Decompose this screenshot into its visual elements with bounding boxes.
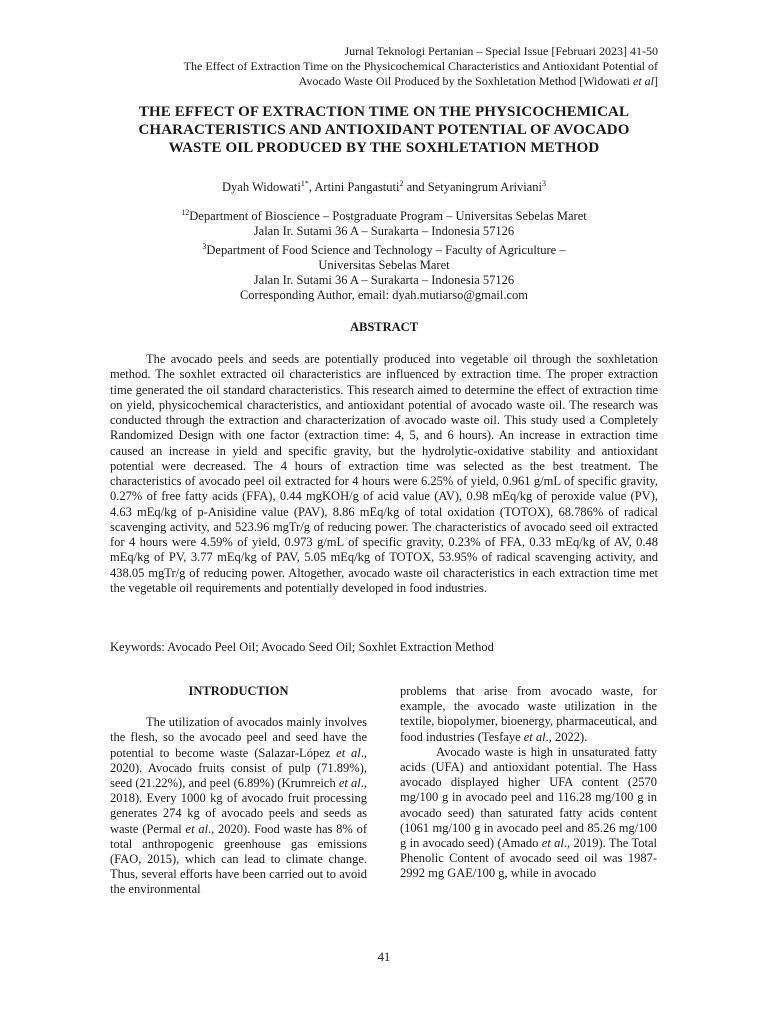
short-title-line-2: Avocado Waste Oil Produced by the Soxhletation Method [Widowati et al] xyxy=(298,74,658,88)
running-head xyxy=(98,44,658,89)
keywords: Keywords: Avocado Peel Oil; Avocado Seed Oil; Soxhlet Extraction Method xyxy=(110,640,494,654)
author-list: Dyah Widowati$^{1*}$, Artini Pangastuti$^2$ and Setyaningrum Ariviani$^3$ xyxy=(222,179,546,195)
affiliations xyxy=(100,205,668,303)
affiliation-2-address: Jalan Ir. Sutami 36 A – Surakarta – Indonesia 57126 xyxy=(253,273,515,288)
journal-citation: Jurnal Teknologi Pertanian – Special Issue [Februari 2023] 41-50 xyxy=(344,44,658,58)
introduction-paragraph-2: Avocado waste is high in unsaturated fatty acids (UFA) and antioxidant potential. The Hass avocado displayed higher UFA content (2570 mg/100 g in avocado peel and 116.28 mg/100 g in avocado seed) than saturated fatty acids content (1061 mg/100 g in avocado peel and 85.26 mg/100 g in avocado seed) (Amado et al., 2019). The Total Phenolic Content of avocado seed oil was 1987-2992 mg GAE/100 g, while in avocado xyxy=(400,744,657,881)
abstract-text: The avocado peels and seeds are potentially produced into vegetable oil through the soxhletation method. The soxhlet extracted oil characteristics are influenced by extraction time. The proper extraction time generated the oil standard characteristics. This research aimed to determine the effect of extraction time on yield, physicochemical characteristics, and antioxidant potential of avocado waste oil. The research was conducted through the extraction and characterization of avocado waste oil. This study used a Completely Randomized Design with one factor (extraction time: 4, 5, and 6 hours). An increase in extraction time caused an increase in yield and specific gravity, but the hydrolytic-oxidative stability and antioxidant potential were decreased. The 4 hours of extraction time was selected as the best treatment. The characteristics of avocado peel oil extracted for 4 hours were 6.25% of yield, 0.961 g/mL of specific gravity, 0.27% of free fatty acids (FFA), 0.44 mgKOH/g of acid value (AV), 0.98 mEq/kg of peroxide value (PV), 4.63 mEq/kg of p-Anisidine value (PAV), 8.86 mEq/kg of total oxidation (TOTOX), 68.786% of radical scavenging activity, and 523.96 mgTr/g of reducing power. The characteristics of avocado seed oil extracted for 4 hours were 4.59% of yield, 0.973 g/mL of specific gravity, 0.23% of FFA, 0.33 mEq/kg of AV, 0.48 mEq/kg of PV, 3.77 mEq/kg of PAV, 5.05 mEq/kg of TOTOX, 53.95% of radical scavenging activity, and 438.05 mgTr/g of reducing power. Altogether, avocado waste oil characteristics in each extraction time met the vegetable oil requirements and potentially developed in food industries. xyxy=(110,352,658,595)
column-right xyxy=(400,684,657,882)
affiliation-2: $^3$Department of Food Science and Technology – Faculty of Agriculture – xyxy=(202,242,566,258)
affiliation-1: $^{12}$Department of Bioscience – Postgraduate Program – Universitas Sebelas Maret xyxy=(181,208,587,224)
column-left xyxy=(110,684,367,898)
introduction-paragraph-1-continued: problems that arise from avocado waste, for example, the avocado waste utilization in the textile, biopolymer, bioenergy, pharmaceutical, and food industries (Tesfaye et al., 2022). xyxy=(400,684,657,744)
short-title-line-1: The Effect of Extraction Time on the Physicochemical Characteristics and Antioxidant Potential of xyxy=(183,59,658,73)
paper-title xyxy=(100,103,668,157)
introduction-heading: INTRODUCTION xyxy=(188,684,289,698)
introduction-paragraph-1: The utilization of avocados mainly involves the flesh, so the avocado peel and seed have the potential to become waste (Salazar-López et al., 2020). Avocado fruits consist of pulp (71.89%), seed (21.22%), and peel (6.89%) (Krumreich et al., 2018). Every 1000 kg of avocado fruit processing generates 274 kg of avocado peels and seeds as waste (Permal et al., 2020). Food waste has 8% of total anthropogenic greenhouse gas emissions (FAO, 2015), which can lead to climate change. Thus, several efforts have been carried out to avoid the environmental xyxy=(110,715,368,897)
abstract-heading: ABSTRACT xyxy=(349,320,419,334)
affiliation-2-university: Universitas Sebelas Maret xyxy=(318,258,450,273)
title-line-1: THE EFFECT OF EXTRACTION TIME ON THE PHYSICOCHEMICAL xyxy=(138,104,630,120)
title-line-2: CHARACTERISTICS AND ANTIOXIDANT POTENTIAL OF AVOCADO xyxy=(138,122,630,138)
page-number: 41 xyxy=(377,950,391,964)
title-line-3: WASTE OIL PRODUCED BY THE SOXHLETATION METHOD xyxy=(168,140,600,156)
corresponding-author: Corresponding Author, email: dyah.mutiarso@gmail.com xyxy=(239,288,529,303)
affiliation-1-address: Jalan Ir. Sutami 36 A – Surakarta – Indonesia 57126 xyxy=(253,224,515,239)
